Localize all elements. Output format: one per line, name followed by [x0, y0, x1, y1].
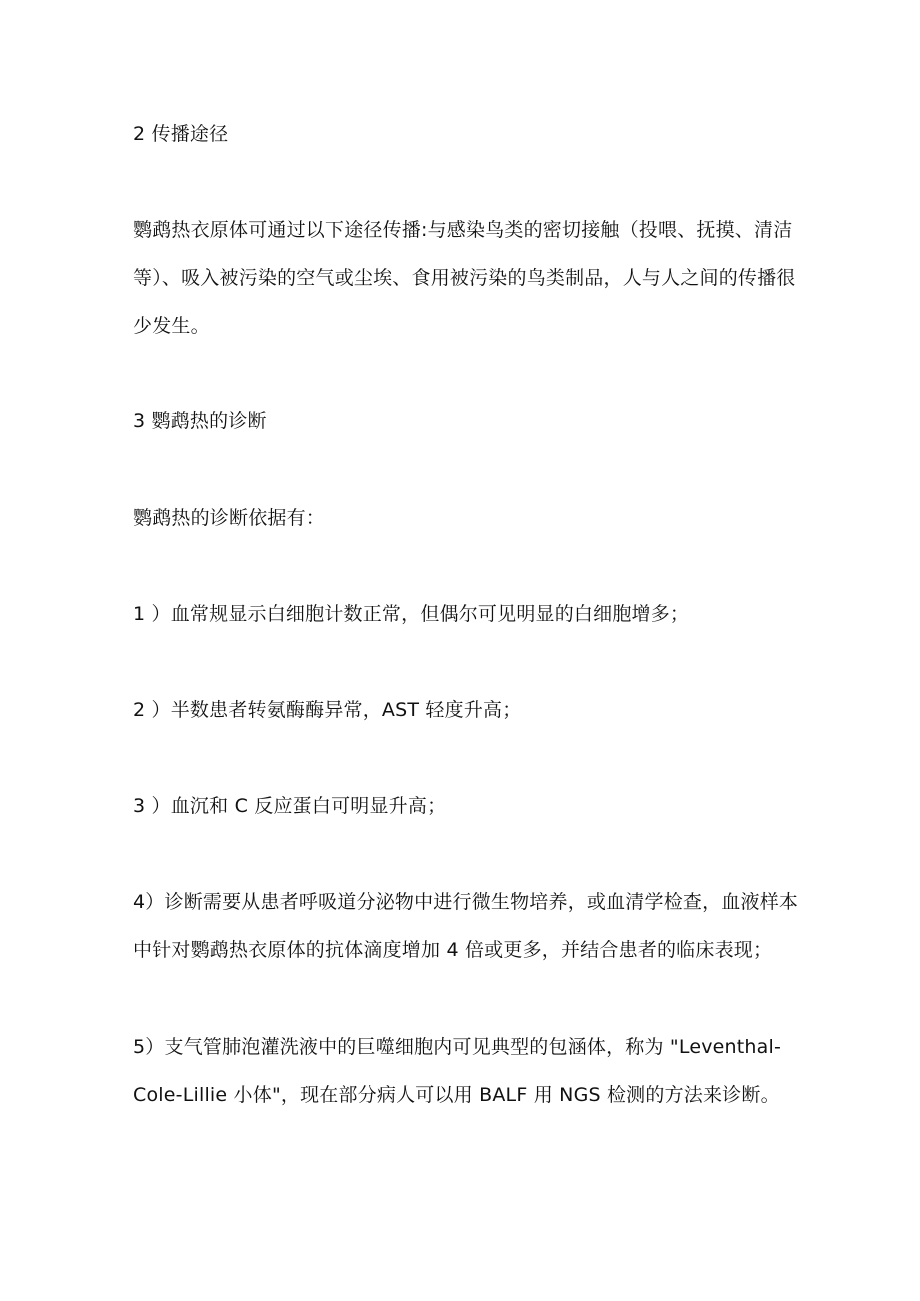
- section-2-paragraph-line-3: 少发生。: [133, 315, 210, 337]
- diagnosis-item-4-line-1: 4）诊断需要从患者呼吸道分泌物中进行微生物培养，或血清学检查，血液样本: [133, 891, 799, 913]
- section-2-paragraph-line-2: 等）、吸入被污染的空气或尘埃、食用被污染的鸟类制品，人与人之间的传播很: [133, 267, 796, 289]
- section-3-heading: 3 鹦鹉热的诊断: [133, 410, 267, 432]
- diagnosis-item-1: 1 ）血常规显示白细胞计数正常，但偶尔可见明显的白细胞增多；: [133, 603, 690, 625]
- diagnosis-item-4-line-2: 中针对鹦鹉热衣原体的抗体滴度增加 4 倍或更多，并结合患者的临床表现；: [133, 939, 773, 961]
- diagnosis-item-2: 2 ）半数患者转氨酶酶异常，AST 轻度升高；: [133, 699, 522, 721]
- section-2-paragraph-line-1: 鹦鹉热衣原体可通过以下途径传播:与感染鸟类的密切接触（投喂、抚摸、清洁: [133, 219, 793, 241]
- diagnosis-item-5-line-1: 5）支气管肺泡灌洗液中的巨噬细胞内可见典型的包涵体，称为 "Leventhal-: [133, 1036, 782, 1058]
- section-2-heading: 2 传播途径: [133, 123, 229, 145]
- diagnosis-item-3: 3 ）血沉和 C 反应蛋白可明显升高；: [133, 795, 447, 817]
- diagnosis-item-5-line-2: Cole-Lillie 小体"，现在部分病人可以用 BALF 用 NGS 检测的方法来诊断。: [133, 1084, 780, 1106]
- diagnosis-intro: 鹦鹉热的诊断依据有：: [133, 507, 326, 529]
